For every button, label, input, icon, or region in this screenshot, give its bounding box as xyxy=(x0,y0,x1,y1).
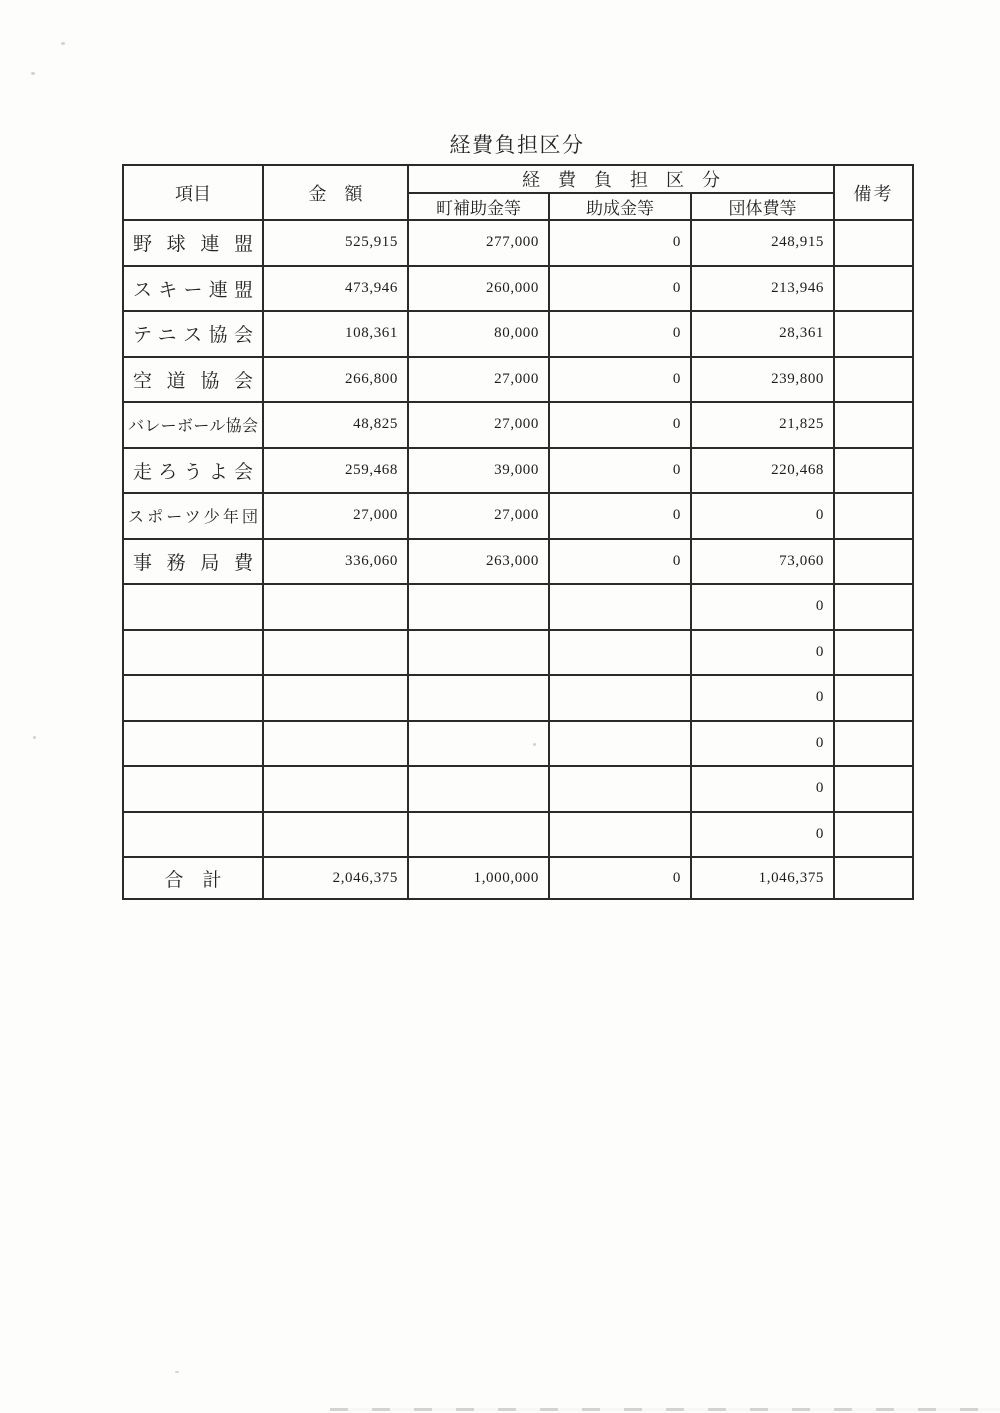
col-header-remarks: 備考 xyxy=(834,165,913,220)
town-subsidy-cell: 277,000 xyxy=(408,220,549,266)
col-header-amount: 金 額 xyxy=(263,165,408,220)
remarks-cell xyxy=(834,493,913,539)
remarks-cell xyxy=(834,311,913,357)
total-grant-cell: 0 xyxy=(549,857,691,899)
amount-cell: 48,825 xyxy=(263,402,408,448)
town-subsidy-cell xyxy=(408,721,549,767)
grant-cell: 0 xyxy=(549,402,691,448)
amount-cell: 108,361 xyxy=(263,311,408,357)
org-fee-cell: 248,915 xyxy=(691,220,834,266)
item-cell: 走ろうよ会 xyxy=(123,448,263,494)
item-cell xyxy=(123,630,263,676)
item-cell: 空道協会 xyxy=(123,357,263,403)
amount-cell xyxy=(263,812,408,858)
table-row xyxy=(123,311,913,357)
amount-cell xyxy=(263,766,408,812)
item-cell: テニス協会 xyxy=(123,311,263,357)
expense-table xyxy=(122,164,914,900)
header-row-top xyxy=(123,165,913,193)
remarks-cell xyxy=(834,766,913,812)
col-header-grant: 助成金等 xyxy=(549,193,691,220)
amount-cell xyxy=(263,584,408,630)
town-subsidy-cell: 27,000 xyxy=(408,493,549,539)
page-title: 経費負担区分 xyxy=(449,133,585,157)
table-row xyxy=(123,675,913,721)
town-subsidy-cell xyxy=(408,675,549,721)
table-row xyxy=(123,766,913,812)
item-cell xyxy=(123,584,263,630)
org-fee-cell: 0 xyxy=(691,493,834,539)
org-fee-cell: 239,800 xyxy=(691,357,834,403)
town-subsidy-cell: 39,000 xyxy=(408,448,549,494)
grant-cell xyxy=(549,675,691,721)
col-header-item: 項目 xyxy=(123,165,263,220)
scan-edge-artifact xyxy=(330,1408,1000,1411)
remarks-cell xyxy=(834,675,913,721)
remarks-cell xyxy=(834,539,913,585)
total-org-fee-cell: 1,046,375 xyxy=(691,857,834,899)
org-fee-cell: 0 xyxy=(691,721,834,767)
total-town-subsidy-cell: 1,000,000 xyxy=(408,857,549,899)
grant-cell: 0 xyxy=(549,448,691,494)
grant-cell: 0 xyxy=(549,493,691,539)
town-subsidy-cell: 27,000 xyxy=(408,402,549,448)
remarks-cell xyxy=(834,721,913,767)
grant-cell: 0 xyxy=(549,311,691,357)
remarks-cell xyxy=(834,402,913,448)
item-cell: スキー連盟 xyxy=(123,266,263,312)
grant-cell: 0 xyxy=(549,539,691,585)
org-fee-cell: 0 xyxy=(691,812,834,858)
amount-cell: 27,000 xyxy=(263,493,408,539)
town-subsidy-cell xyxy=(408,766,549,812)
item-cell: バレーボール協会 xyxy=(123,402,263,448)
org-fee-cell: 0 xyxy=(691,630,834,676)
col-header-group: 経 費 負 担 区 分 xyxy=(408,165,834,193)
item-cell: 野球連盟 xyxy=(123,220,263,266)
col-header-town-subsidy: 町補助金等 xyxy=(408,193,549,220)
grant-cell xyxy=(549,766,691,812)
table-row xyxy=(123,630,913,676)
item-cell xyxy=(123,675,263,721)
table-row xyxy=(123,721,913,767)
amount-cell: 259,468 xyxy=(263,448,408,494)
scan-speck xyxy=(61,42,65,45)
item-cell: 事務局費 xyxy=(123,539,263,585)
amount-cell xyxy=(263,630,408,676)
total-amount-cell: 2,046,375 xyxy=(263,857,408,899)
table-row xyxy=(123,539,913,585)
town-subsidy-cell: 80,000 xyxy=(408,311,549,357)
amount-cell: 525,915 xyxy=(263,220,408,266)
town-subsidy-cell: 27,000 xyxy=(408,357,549,403)
org-fee-cell: 0 xyxy=(691,675,834,721)
scan-speck xyxy=(175,1371,179,1373)
item-cell xyxy=(123,812,263,858)
town-subsidy-cell xyxy=(408,584,549,630)
table-row xyxy=(123,266,913,312)
scan-speck xyxy=(533,743,536,746)
table-row xyxy=(123,357,913,403)
amount-cell: 266,800 xyxy=(263,357,408,403)
table-row xyxy=(123,220,913,266)
grant-cell xyxy=(549,812,691,858)
org-fee-cell: 28,361 xyxy=(691,311,834,357)
item-cell: スポーツ少年団 xyxy=(123,493,263,539)
scan-speck xyxy=(31,72,35,75)
grant-cell xyxy=(549,630,691,676)
org-fee-cell: 73,060 xyxy=(691,539,834,585)
grant-cell xyxy=(549,721,691,767)
amount-cell xyxy=(263,675,408,721)
org-fee-cell: 0 xyxy=(691,584,834,630)
org-fee-cell: 21,825 xyxy=(691,402,834,448)
grant-cell: 0 xyxy=(549,266,691,312)
table-row xyxy=(123,812,913,858)
org-fee-cell: 0 xyxy=(691,766,834,812)
remarks-cell xyxy=(834,357,913,403)
remarks-cell xyxy=(834,220,913,266)
remarks-cell xyxy=(834,266,913,312)
table-row xyxy=(123,402,913,448)
town-subsidy-cell: 263,000 xyxy=(408,539,549,585)
grant-cell: 0 xyxy=(549,357,691,403)
org-fee-cell: 220,468 xyxy=(691,448,834,494)
remarks-cell xyxy=(834,448,913,494)
amount-cell xyxy=(263,721,408,767)
table-row xyxy=(123,584,913,630)
town-subsidy-cell xyxy=(408,630,549,676)
total-row xyxy=(123,857,913,899)
scan-speck xyxy=(33,736,36,739)
col-header-org-fee: 団体費等 xyxy=(691,193,834,220)
amount-cell: 336,060 xyxy=(263,539,408,585)
town-subsidy-cell xyxy=(408,812,549,858)
remarks-cell xyxy=(834,584,913,630)
item-cell xyxy=(123,766,263,812)
remarks-cell xyxy=(834,630,913,676)
total-remarks-cell xyxy=(834,857,913,899)
grant-cell: 0 xyxy=(549,220,691,266)
amount-cell: 473,946 xyxy=(263,266,408,312)
total-label-cell: 合 計 xyxy=(123,857,263,899)
table-row xyxy=(123,493,913,539)
town-subsidy-cell: 260,000 xyxy=(408,266,549,312)
remarks-cell xyxy=(834,812,913,858)
org-fee-cell: 213,946 xyxy=(691,266,834,312)
table-row xyxy=(123,448,913,494)
item-cell xyxy=(123,721,263,767)
grant-cell xyxy=(549,584,691,630)
